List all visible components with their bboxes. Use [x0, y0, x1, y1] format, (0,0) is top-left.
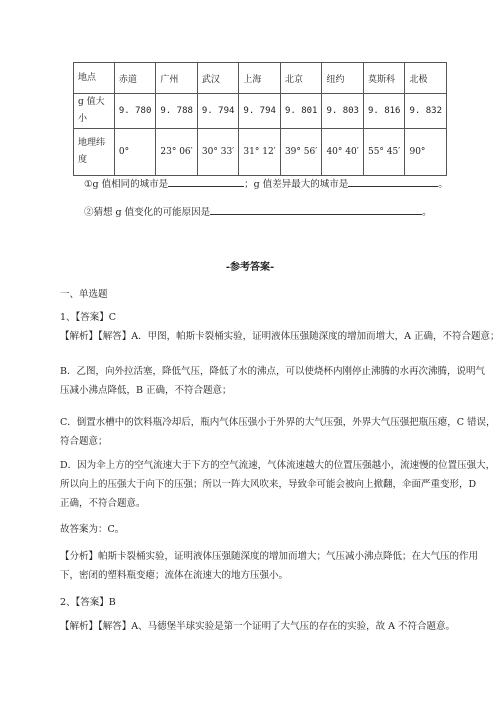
table-cell: g 值大小: [74, 94, 115, 129]
text-line: D．因为伞上方的空气流速大于下方的空气流速，气体流速越大的位置压强越小，流速慢的位置压强大，: [60, 460, 496, 471]
text-line: 所以向上的压强大于向下的压强；所以一阵大风吹来，导致伞可能会被向上掀翻，伞面严重变形，D: [60, 479, 477, 490]
table-cell: 地理纬度: [74, 129, 115, 176]
table-cell: 北极: [405, 63, 447, 94]
question-text: ②猜想 g 值变化的可能原因是: [84, 207, 211, 218]
table-cell: 9. 794: [197, 94, 239, 129]
text-line: 下，密闭的塑料瓶变瘪；流体在流速大的地方压强小。: [60, 570, 289, 581]
answer-1-option-d: [60, 456, 496, 513]
question-2: [84, 204, 432, 218]
table-cell: 90°: [405, 129, 447, 176]
table-cell: 40° 40′: [322, 129, 364, 176]
table-row: [74, 129, 447, 176]
text-line: C．倒置水槽中的饮料瓶冷却后，瓶内气体压强小于外界的大气压强，外界大气压强把瓶压瘪，C 错误，: [60, 417, 496, 428]
table-cell: 9. 803: [322, 94, 364, 129]
table-cell: 0°: [114, 129, 156, 176]
answer-1-analysis: [60, 327, 500, 346]
answer-2-analysis: [60, 617, 480, 636]
table-cell: 赤道: [114, 63, 156, 94]
table-cell: 30° 33′: [197, 129, 239, 176]
question-text: 。: [438, 179, 448, 190]
table-cell: 31° 12′: [239, 129, 281, 176]
table-cell: 地点: [74, 63, 115, 94]
table-cell: 广州: [156, 63, 198, 94]
text-line: 【分析】帕斯卡裂桶实验，证明液体压强随深度的增加而增大；气压减小沸点降低；在大气压的作用: [60, 551, 479, 562]
table-cell: 55° 45′: [363, 129, 405, 176]
table-cell: 上海: [239, 63, 281, 94]
text-line: 【解析】【解答】A．甲图，帕斯卡裂桶实验，证明液体压强随深度的增加而增大，A 正确，不符合题意；: [60, 331, 500, 342]
text-line: 压减小沸点降低，B 正确，不符合题意；: [60, 385, 232, 396]
answer-blank[interactable]: [168, 177, 244, 187]
answer-1-option-c: [60, 413, 496, 451]
answer-section-title: -参考答案-: [225, 262, 275, 273]
table-row: [74, 94, 447, 129]
table-cell: 39° 56′: [280, 129, 322, 176]
section-heading: 一、单选题: [60, 289, 108, 300]
question-text: 。: [422, 207, 432, 218]
answer-1-conclusion: 故答案为：C。: [60, 524, 125, 535]
g-value-table: [73, 62, 447, 176]
answer-2-heading: 2、【答案】B: [60, 597, 116, 608]
answer-blank[interactable]: [210, 205, 422, 215]
table-cell: 23° 06′: [156, 129, 198, 176]
table-row: [74, 63, 447, 94]
table-cell: 9. 780: [114, 94, 156, 129]
table-cell: 9. 832: [405, 94, 447, 129]
table-cell: 莫斯科: [363, 63, 405, 94]
question-text: ；g 值差异最大的城市是: [244, 179, 349, 190]
answer-blank[interactable]: [348, 177, 438, 187]
question-text: ①g 值相同的城市是: [84, 179, 169, 190]
table-cell: 9. 816: [363, 94, 405, 129]
table-cell: 纽约: [322, 63, 364, 94]
table-cell: 北京: [280, 63, 322, 94]
answer-1-option-b: [60, 362, 485, 400]
answer-1-heading: 1、【答案】C: [60, 312, 117, 323]
question-1: [84, 176, 448, 190]
text-line: 符合题意；: [60, 436, 108, 447]
table-cell: 9. 788: [156, 94, 198, 129]
table-cell: 武汉: [197, 63, 239, 94]
text-line: B．乙图，向外拉活塞，降低气压，降低了水的沸点，可以使烧杯内刚停止沸腾的水再次沸腾，说明气: [60, 366, 485, 377]
text-line: 【解析】【解答】A、马德堡半球实验是第一个证明了大气压的存在的实验，故 A 不符合题意。: [60, 621, 456, 632]
table-cell: 9. 801: [280, 94, 322, 129]
answer-1-fenxi: [60, 547, 480, 585]
table-cell: 9. 794: [239, 94, 281, 129]
text-line: 正确，不符合题意。: [60, 498, 146, 509]
